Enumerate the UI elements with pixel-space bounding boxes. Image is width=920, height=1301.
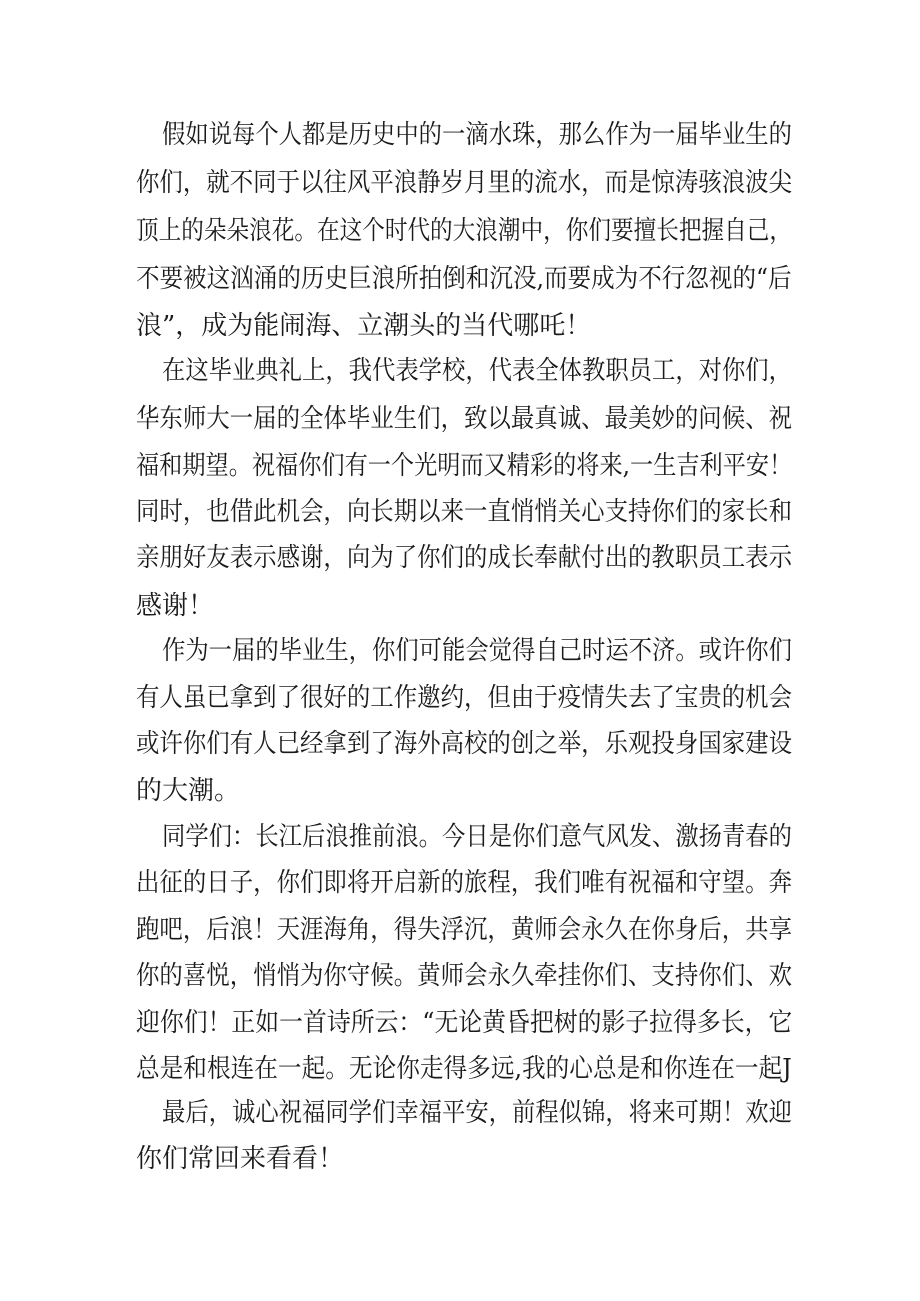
text-line: 感谢！ (136, 591, 215, 621)
text-line: 不要被这汹涌的历史巨浪所拍倒和沉没,而要成为不行忽视的“后 (136, 264, 792, 294)
text-line: 或许你们有人已经拿到了海外高校的创之举，乐观投身国家建设 (136, 729, 793, 759)
text-line: 同学们：长江后浪推前浪。今日是你们意气风发、激扬青春的 (162, 822, 792, 852)
text-line: 在这毕业典礼上，我代表学校，代表全体教职员工，对你们， (162, 356, 792, 386)
text-line: 同时，也借此机会，向长期以来一直悄悄关心支持你们的家长和 (136, 497, 793, 527)
text-line: 有人虽已拿到了很好的工作邀约，但由于疫情失去了宝贵的机会 (136, 683, 793, 713)
text-line: 跑吧，后浪！天涯海角，得失浮沉，黄师会永久在你身后，共享 (136, 915, 793, 945)
text-line: 迎你们！正如一首诗所云：“无论黄昏把树的影子拉得多长，它 (136, 1008, 793, 1038)
text-line: 你们，就不同于以往风平浪静岁月里的流水，而是惊涛骇浪波尖 (136, 168, 793, 198)
text-line: 作为一届的毕业生，你们可能会觉得自己时运不济。或许你们 (162, 636, 792, 666)
text-line: 假如说每个人都是历史中的一滴水珠，那么作为一届毕业生的 (162, 120, 792, 150)
text-line: 你们常回来看看！ (136, 1144, 345, 1174)
text-line: 你的喜悦，悄悄为你守候。黄师会永久牵挂你们、支持你们、欢 (136, 961, 793, 991)
text-line: 福和期望。祝福你们有一个光明而又精彩的将来,一生吉利平安！ (136, 451, 793, 481)
text-line: 最后，诚心祝福同学们幸福平安，前程似锦，将来可期！欢迎 (162, 1098, 792, 1128)
text-line: 华东师大一届的全体毕业生们，致以最真诚、最美妙的问候、祝 (136, 404, 793, 434)
text-line: 的大潮。 (136, 776, 241, 806)
text-line: 亲朋好友表示感谢，向为了你们的成长奉献付出的教职员工表示 (136, 543, 793, 573)
text-line: 总是和根连在一起。无论你走得多远,我的心总是和你连在一起J (136, 1054, 792, 1084)
text-line: 顶上的朵朵浪花。在这个时代的大浪潮中，你们要擅长把握自己， (136, 216, 792, 246)
text-line: 出征的日子，你们即将开启新的旅程，我们唯有祝福和守望。奔 (136, 868, 793, 898)
text-line: 浪”，成为能闹海、立潮头的当代哪吒！ (136, 311, 592, 341)
